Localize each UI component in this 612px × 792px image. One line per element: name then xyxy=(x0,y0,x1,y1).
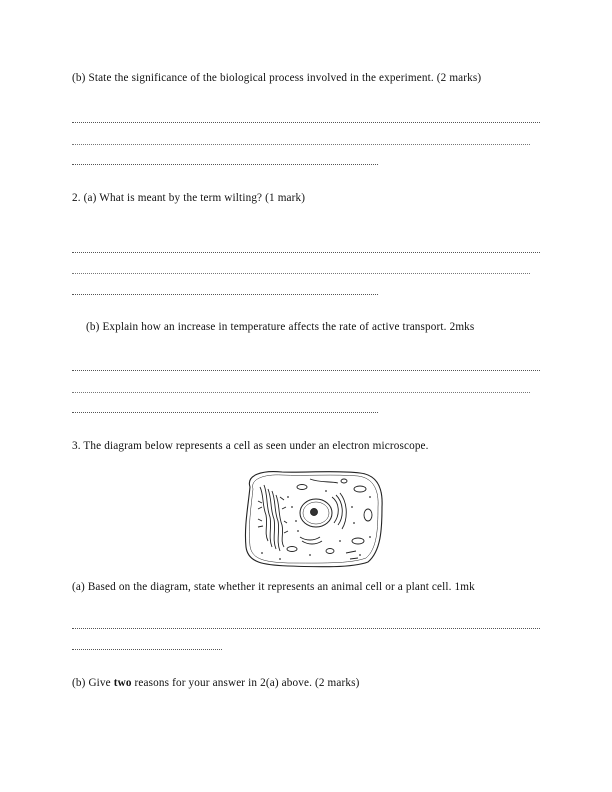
answer-line[interactable] xyxy=(72,250,540,253)
answer-line[interactable] xyxy=(72,142,530,145)
question-3b-text xyxy=(72,677,542,691)
answer-line[interactable] xyxy=(72,162,378,165)
answer-line[interactable] xyxy=(72,626,540,629)
question-2a-text: 2. (a) What is meant by the term wilting? (1 mark) xyxy=(72,192,306,204)
question-3b-suffix: reasons for your answer in 2(a) above. (2 marks) xyxy=(131,677,360,689)
answer-line[interactable] xyxy=(72,368,540,371)
question-3-stem: 3. The diagram below represents a cell as seen under an electron microscope. xyxy=(72,440,429,452)
question-2b-text: (b) Explain how an increase in temperature affects the rate of active transport. 2mks xyxy=(86,321,475,333)
answer-line[interactable] xyxy=(72,647,222,650)
answer-line[interactable] xyxy=(72,120,540,123)
cell-diagram xyxy=(240,467,386,570)
question-3b-prefix: (b) Give xyxy=(72,677,114,689)
answer-line[interactable] xyxy=(72,390,530,393)
answer-line[interactable] xyxy=(72,271,530,274)
answer-line[interactable] xyxy=(72,292,378,295)
question-3a-text: (a) Based on the diagram, state whether it represents an animal cell or a plant cell. 1mk xyxy=(72,581,475,593)
question-3b-emphasis: two xyxy=(113,677,132,689)
question-1b-text: (b) State the significance of the biological process involved in the experiment. (2 marks) xyxy=(72,72,482,84)
answer-line[interactable] xyxy=(72,410,378,413)
